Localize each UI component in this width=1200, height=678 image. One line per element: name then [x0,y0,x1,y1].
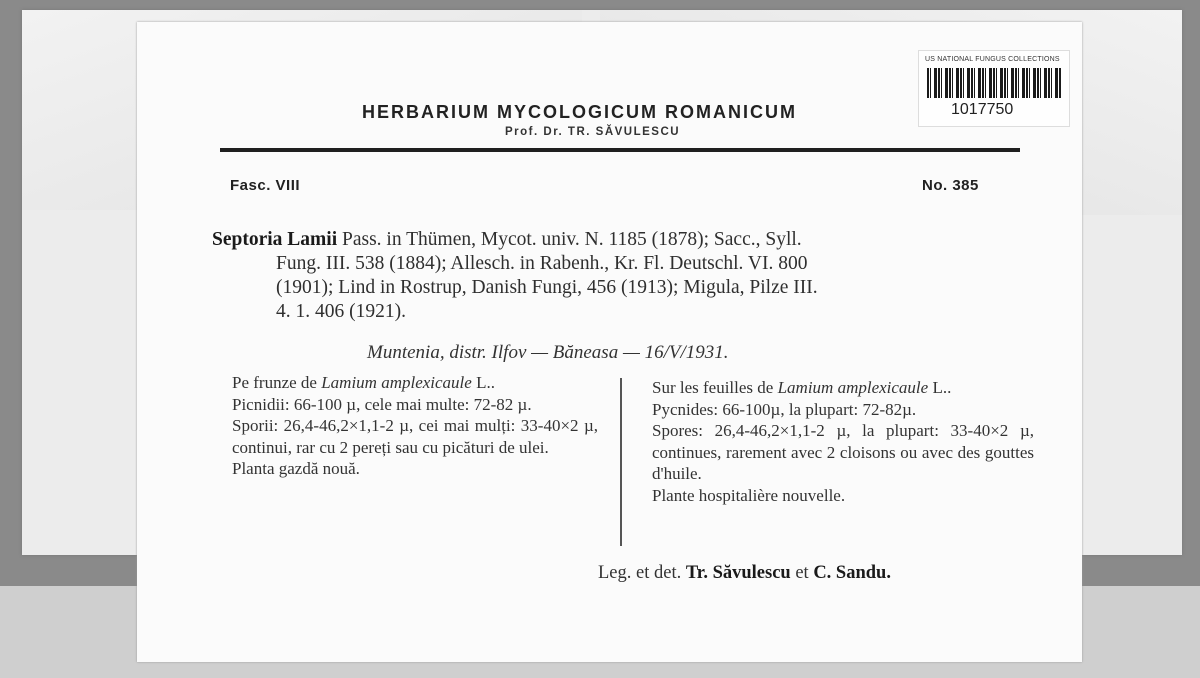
specimen-number: No. 385 [922,177,979,194]
fascicle: Fasc. VIII [230,177,301,194]
collector-name-2: C. Sandu. [813,563,891,583]
locality: Muntenia, distr. Ilfov — Băneasa — 16/V/1931. [367,342,729,363]
description-romanian [232,372,598,480]
spores-french: Spores: 26,4-46,2×1,1-2 µ, la plupart: 33-40×2 µ, continues, rarement avec 2 cloisons ou avec des gouttes d'huile. [652,421,1034,483]
pycnidia-french: Pycnides: 66-100µ, la plupart: 72-82µ. [652,399,917,419]
collector-name-1: Tr. Săvulescu [685,563,791,583]
host-romanian: Pe frunze de Lamium amplexicaule L.. [232,373,495,392]
taxon-name: Septoria Lamii [212,229,338,250]
barcode-collection: US NATIONAL FUNGUS COLLECTIONS [925,56,1060,63]
barcode-bars [927,68,1061,98]
collector-line: Leg. et det. Tr. Săvulescu et C. Sandu. [598,563,891,583]
spores-romanian: Sporii: 26,4-46,2×1,1-2 µ, cei mai mulți: 33-40×2 µ, continui, rar cu 2 pereți sau cu picături de ulei. [232,416,598,457]
barcode-number: 1017750 [951,101,1014,118]
note-romanian: Planta gazdă nouă. [232,459,360,478]
description-french [652,377,1034,506]
citation-line-3: (1901); Lind in Rostrup, Danish Fungi, 456 (1913); Migula, Pilze III. [276,277,818,298]
label-title: HERBARIUM MYCOLOGICUM ROMANICUM [362,102,797,122]
note-french: Plante hospitalière nouvelle. [652,485,846,505]
barcode-sticker [918,50,1070,127]
column-divider [620,378,622,546]
header-rule [220,148,1020,152]
citation-line-2: Fung. III. 538 (1884); Allesch. in Rabenh., Kr. Fl. Deutschl. VI. 800 [276,253,808,274]
label-subtitle: Prof. Dr. TR. SĂVULESCU [505,126,681,138]
citation-line-4: 4. 1. 406 (1921). [276,301,406,322]
citation-line-1: Septoria Lamii Pass. in Thümen, Mycot. univ. N. 1185 (1878); Sacc., Syll. [212,229,802,250]
host-french: Sur les feuilles de Lamium amplexicaule L.. [652,378,952,397]
taxon-citation [212,228,1032,324]
pycnidia-romanian: Picnidii: 66-100 µ, cele mai multe: 72-82 µ. [232,394,532,414]
